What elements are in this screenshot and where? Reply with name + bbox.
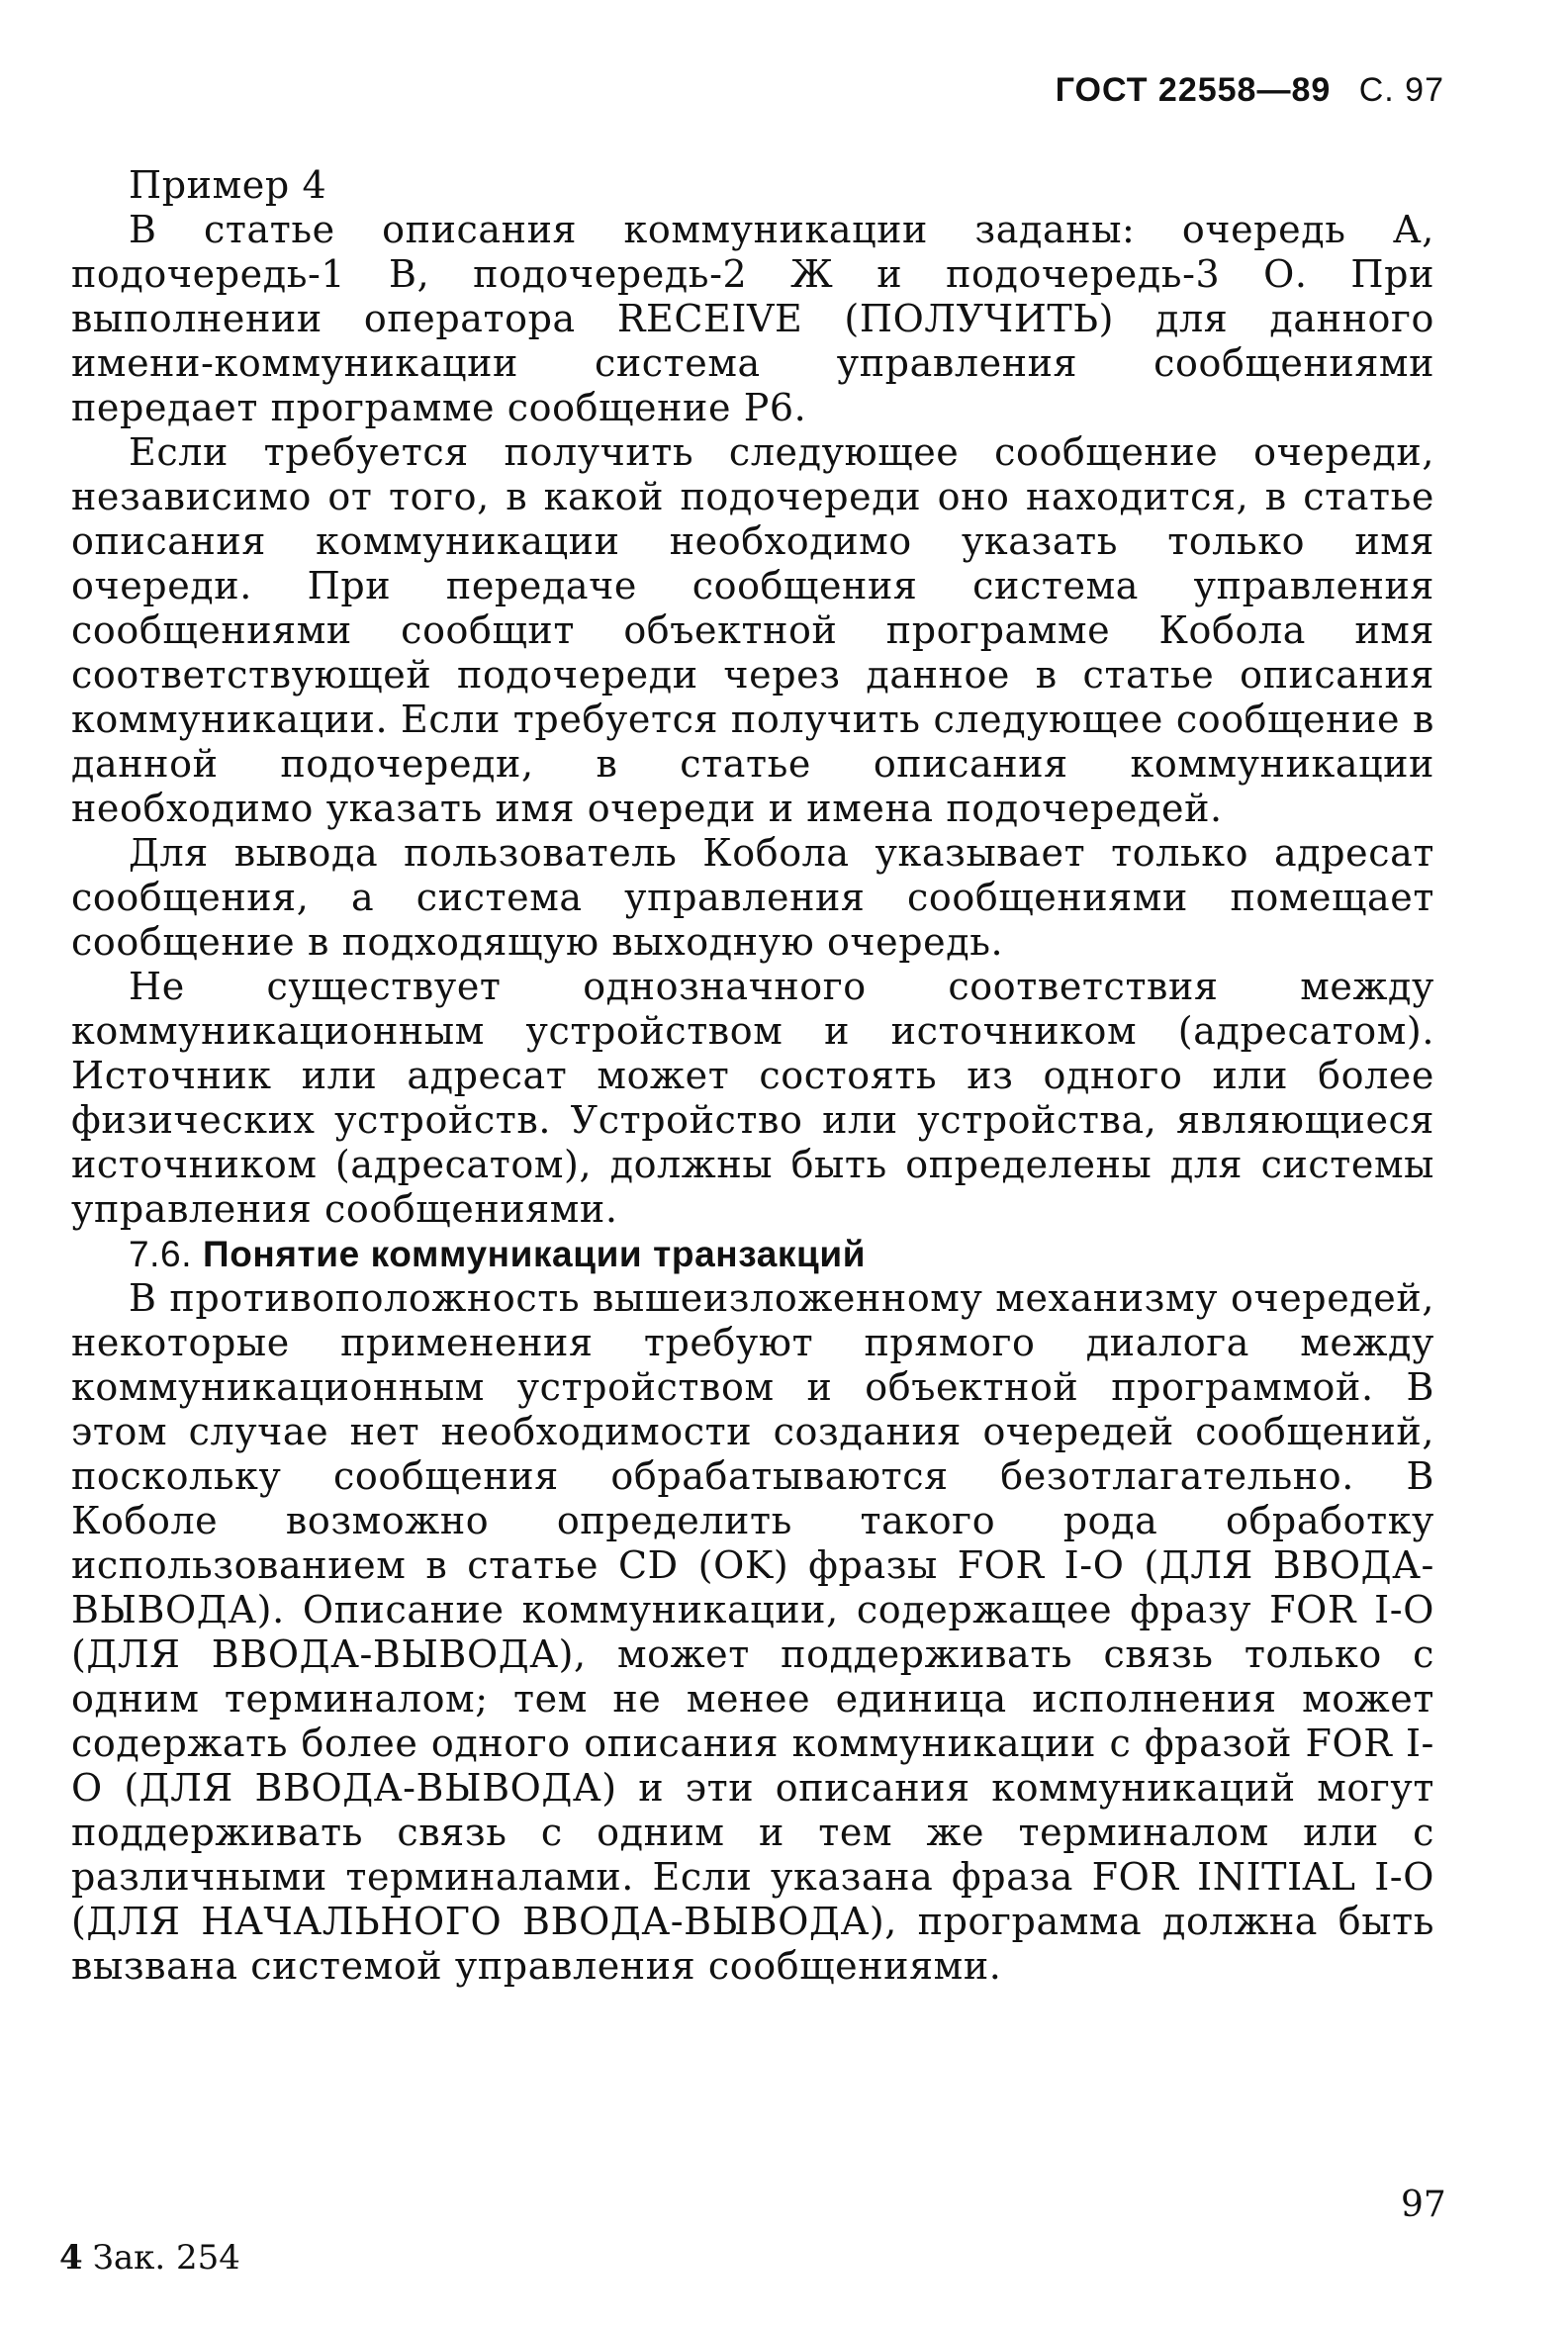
printing-order-note bbox=[59, 2238, 240, 2278]
section-number: 7.6. bbox=[129, 1234, 193, 1274]
page-body bbox=[71, 163, 1434, 1989]
running-header bbox=[1056, 71, 1444, 110]
example-label: Пример 4 bbox=[129, 163, 327, 207]
paragraph: Не существует однозначного соответствия между коммуникационным устройством и источником (адресатом). Источник или адресат может состоять из одного или более физических устройств. Устройство или устройства, являющиеся источником (адресатом), должны быть определены для системы управления сообщениями. bbox=[71, 965, 1434, 1231]
paragraph: В статье описания коммуникации заданы: очередь А, подочередь-1 В, подочередь-2 Ж и подочередь-3 О. При выполнении оператора RECEIVE (ПОЛУЧИТЬ) для данного имени-коммуникации система управления сообщениями передает программе сообщение Р6. bbox=[71, 208, 1434, 429]
paragraph: Если требуется получить следующее сообщение очереди, независимо от того, в какой подочереди оно находится, в статье описания коммуникации необходимо указать только имя очереди. При передаче сообщения система управления сообщениями сообщит объектной программе Кобола имя соответствующей подочереди через данное в статье описания коммуникации. Если требуется получить следующее сообщение в данной подочереди, в статье описания коммуникации необходимо указать имя очереди и имена подочередей. bbox=[71, 430, 1434, 830]
section-heading bbox=[71, 1232, 1434, 1276]
paragraph: Для вывода пользователь Кобола указывает только адресат сообщения, а система управления сообщениями помещает сообщение в подходящую выходную очередь. bbox=[71, 831, 1434, 964]
order-sheet-number: 4 bbox=[59, 2238, 83, 2278]
standard-number: ГОСТ 22558—89 bbox=[1055, 71, 1332, 109]
page-number: 97 bbox=[1401, 2185, 1446, 2225]
section-title: Понятие коммуникации транзакций bbox=[203, 1234, 867, 1274]
header-page-ref: С. 97 bbox=[1358, 71, 1444, 109]
order-text: Зак. 254 bbox=[92, 2238, 240, 2278]
paragraph: В противоположность вышеизложенному механизму очередей, некоторые применения требуют прямого диалога между коммуникационным устройством и объектной программой. В этом случае нет необходимости создания очередей сообщений, поскольку сообщения обрабатываются безотлагательно. В Коболе возможно определить такого рода обработку использованием в статье CD (OK) фразы FOR I-O (ДЛЯ ВВОДА-ВЫВОДА). Описание коммуникации, содержащее фразу FOR I-O (ДЛЯ ВВОДА-ВЫВОДА), может поддерживать связь только с одним терминалом; тем не менее единица исполнения может содержать более одного описания коммуникации с фразой FOR I-O (ДЛЯ ВВОДА-ВЫВОДА) и эти описания коммуникаций могут поддерживать связь с одним и тем же терминалом или с различными терминалами. Если указана фраза FOR INITIAL I-O (ДЛЯ НАЧАЛЬНОГО ВВОДА-ВЫВОДА), программа должна быть вызвана системой управления сообщениями. bbox=[71, 1276, 1434, 1988]
